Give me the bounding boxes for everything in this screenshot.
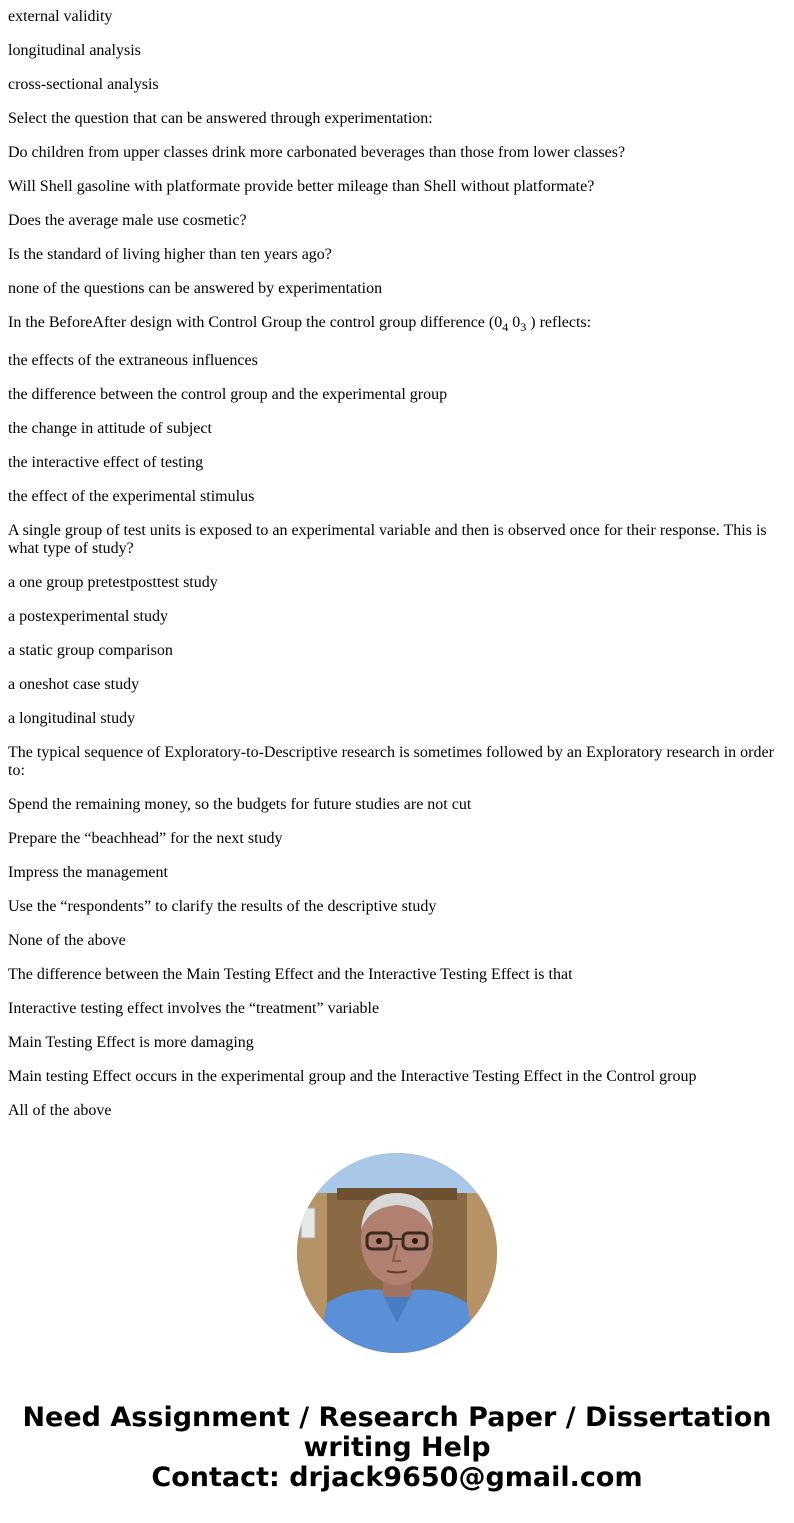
- answer-option: None of the above: [8, 932, 126, 949]
- answer-option: the difference between the control group and the experimental group: [8, 386, 448, 403]
- answer-option: Is the standard of living higher than ten years ago?: [8, 246, 332, 263]
- answer-option: a postexperimental study: [8, 608, 168, 625]
- question-text: A single group of test units is exposed to an experimental variable and then is observed once for their response. This is what type of study?: [8, 522, 767, 557]
- subscript-4: 4: [502, 320, 509, 335]
- answer-option: Does the average male use cosmetic?: [8, 212, 247, 229]
- question-text: The typical sequence of Exploratory-to-Descriptive research is sometimes followed by an Exploratory research in order to:: [8, 744, 774, 779]
- author-photo: [297, 1153, 497, 1353]
- answer-option: longitudinal analysis: [8, 42, 141, 59]
- promo-banner: [0, 1403, 794, 1493]
- question-suffix: ) reflects:: [526, 314, 592, 331]
- answer-option: none of the questions can be answered by experimentation: [8, 280, 383, 297]
- question-text: Select the question that can be answered through experimentation:: [8, 110, 433, 127]
- answer-option: Will Shell gasoline with platformate provide better mileage than Shell without platformate?: [8, 178, 595, 195]
- answer-option: Do children from upper classes drink more carbonated beverages than those from lower classes?: [8, 144, 626, 161]
- answer-option: cross-sectional analysis: [8, 76, 159, 93]
- answer-option: a static group comparison: [8, 642, 173, 659]
- question-mid: 0: [508, 314, 521, 331]
- answer-option: external validity: [8, 8, 113, 25]
- question-text: [8, 314, 786, 335]
- answer-option: a longitudinal study: [8, 710, 136, 727]
- answer-option: Main testing Effect occurs in the experimental group and the Interactive Testing Effect in the Control group: [8, 1068, 697, 1085]
- question-prefix: In the BeforeAfter design with Control Group the control group difference (0: [8, 314, 503, 331]
- answer-option: Use the “respondents” to clarify the results of the descriptive study: [8, 898, 437, 915]
- promo-line-2: writing Help: [303, 1432, 491, 1463]
- promo-line-1: Need Assignment / Research Paper / Dissertation: [22, 1402, 772, 1433]
- answer-option: All of the above: [8, 1102, 112, 1119]
- answer-option: a oneshot case study: [8, 676, 140, 693]
- document-body: [8, 0, 786, 1136]
- subscript-3: 3: [520, 320, 527, 335]
- answer-option: a one group pretestposttest study: [8, 574, 218, 591]
- answer-option: Spend the remaining money, so the budgets for future studies are not cut: [8, 796, 472, 813]
- answer-option: Impress the management: [8, 864, 168, 881]
- answer-option: Prepare the “beachhead” for the next study: [8, 830, 283, 847]
- answer-option: the effects of the extraneous influences: [8, 352, 258, 369]
- answer-option: Main Testing Effect is more damaging: [8, 1034, 254, 1051]
- question-text: The difference between the Main Testing Effect and the Interactive Testing Effect is that: [8, 966, 573, 983]
- answer-option: the change in attitude of subject: [8, 420, 212, 437]
- promo-contact: Contact: drjack9650@gmail.com: [151, 1462, 643, 1493]
- author-portrait-icon: [297, 1153, 497, 1353]
- answer-option: the interactive effect of testing: [8, 454, 204, 471]
- answer-option: Interactive testing effect involves the “treatment” variable: [8, 1000, 380, 1017]
- answer-option: the effect of the experimental stimulus: [8, 488, 255, 505]
